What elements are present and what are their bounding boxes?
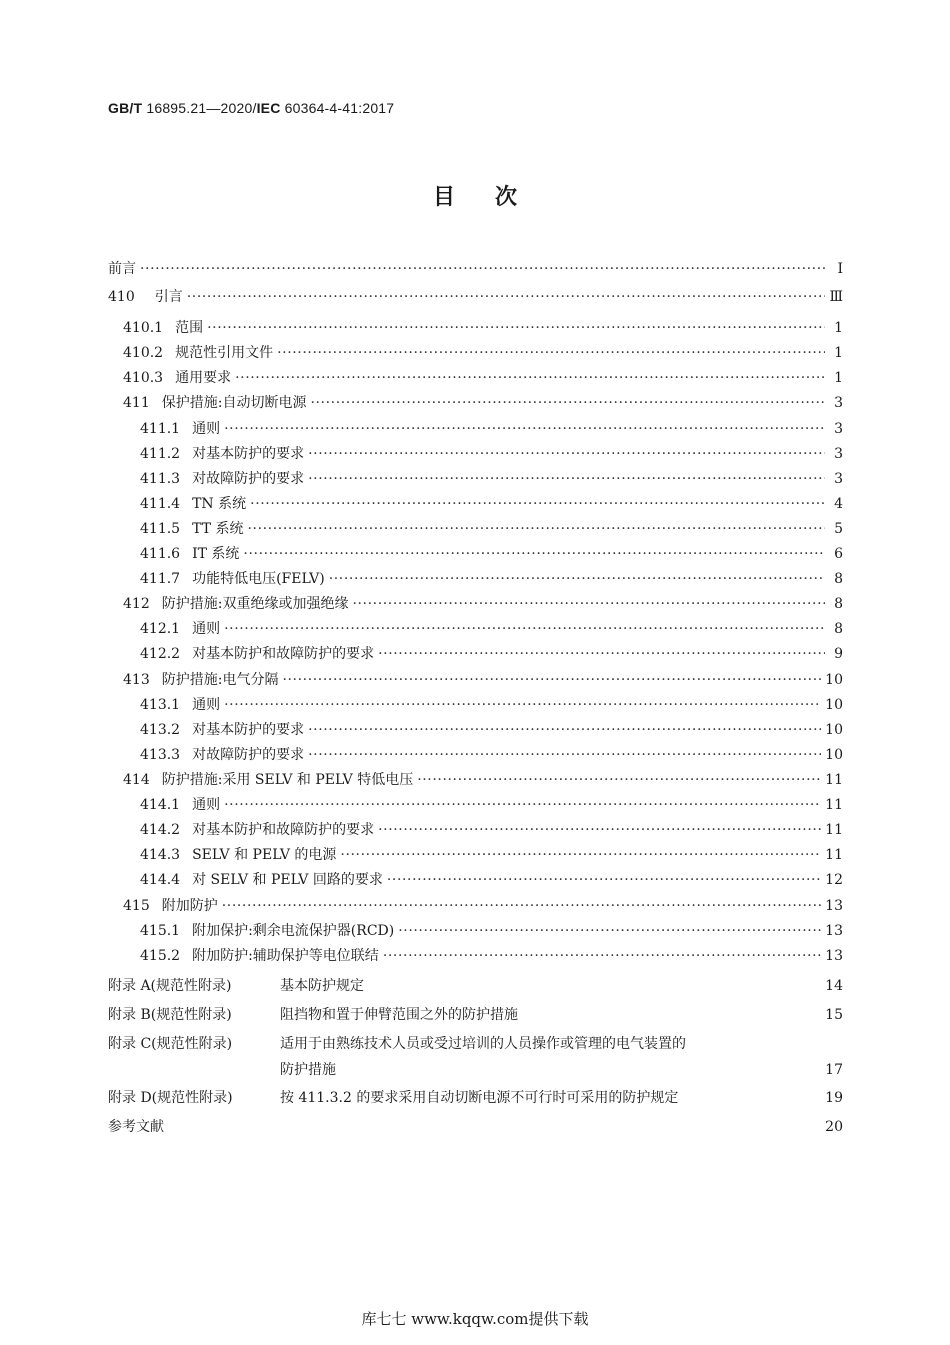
- toc-entry-label: IT 系统: [192, 546, 240, 562]
- toc-entry-page: 8: [834, 621, 843, 637]
- toc-entry[interactable]: [108, 342, 843, 362]
- toc-entry-label: 防护措施:双重绝缘或加强绝缘: [161, 596, 349, 612]
- iec-number: 60364-4-41:2017: [284, 100, 395, 116]
- toc-entry-label: 防护措施:电气分隔: [161, 672, 279, 688]
- toc-entry[interactable]: [108, 669, 843, 689]
- dot-leader: [352, 596, 825, 612]
- toc-entry[interactable]: [108, 258, 843, 278]
- footer-watermark: 库七七 www.kqqw.com提供下载: [361, 1310, 589, 1328]
- toc-entry-references[interactable]: [108, 1116, 843, 1136]
- toc-entry-label: 通则: [192, 797, 221, 813]
- toc-entry-number: 412.2: [140, 646, 181, 662]
- toc-entry-page: 1: [834, 345, 843, 361]
- toc-entry[interactable]: [108, 518, 843, 538]
- toc-entry-number: 414.1: [140, 797, 181, 813]
- toc-entry[interactable]: [108, 593, 843, 613]
- toc-entry[interactable]: [108, 844, 843, 864]
- toc-entry-number: 411.5: [140, 521, 181, 537]
- toc-entry-page: 5: [834, 521, 843, 537]
- toc-entry-number: 415.1: [140, 923, 181, 939]
- toc-entry-number: 411.7: [140, 571, 181, 587]
- toc-entry-label: 对基本防护的要求: [192, 446, 305, 462]
- annex-label: 防护措施: [280, 1062, 336, 1078]
- annex-prefix: 附录 C(规范性附录): [108, 1036, 233, 1052]
- dot-leader: [308, 446, 825, 462]
- toc-entry-page: 10: [825, 747, 843, 763]
- toc-entry-page: 13: [825, 923, 843, 939]
- toc-entry-page: 11: [825, 822, 843, 838]
- toc-entry-number: 413: [123, 672, 150, 688]
- toc-annex-entry-continuation[interactable]: [108, 1059, 843, 1079]
- toc-entry[interactable]: [108, 895, 843, 915]
- toc-entry-page: 10: [825, 722, 843, 738]
- toc-annex-entry[interactable]: [108, 1033, 843, 1053]
- toc-entry-number: 413.2: [140, 722, 181, 738]
- toc-entry-page: Ⅲ: [829, 289, 843, 305]
- dot-leader: [310, 395, 825, 411]
- dot-leader: [383, 948, 821, 964]
- toc-entry-label: 附加防护: [161, 898, 218, 914]
- toc-entry-number: 414.2: [140, 822, 181, 838]
- toc-annex-entry[interactable]: [108, 1004, 843, 1024]
- toc-entry-number: 412: [123, 596, 150, 612]
- toc-entry-page: 20: [825, 1119, 843, 1135]
- dot-leader: [308, 471, 825, 487]
- toc-entry-page: 12: [825, 872, 843, 888]
- toc-entry[interactable]: [108, 468, 843, 488]
- dot-leader: [398, 923, 821, 939]
- toc-entry-label: 对基本防护和故障防护的要求: [192, 822, 375, 838]
- toc-entry-label: 保护措施:自动切断电源: [161, 395, 307, 411]
- toc-entry-number: 414: [123, 772, 150, 788]
- dot-leader: [308, 747, 821, 763]
- dot-leader: [224, 621, 825, 637]
- toc-entry-page: 3: [834, 421, 843, 437]
- dot-leader: [282, 672, 821, 688]
- dot-leader: [222, 898, 821, 914]
- toc-entry[interactable]: [108, 719, 843, 739]
- toc-entry-page: 11: [825, 847, 843, 863]
- toc-entry-page: 19: [825, 1090, 843, 1106]
- toc-entry-page: 13: [825, 948, 843, 964]
- toc-entry-page: 17: [825, 1062, 843, 1078]
- toc-entry-label: 引言: [154, 289, 183, 305]
- toc-entry-page: Ⅰ: [837, 261, 843, 277]
- dot-leader: [277, 345, 825, 361]
- toc-entry[interactable]: [108, 543, 843, 563]
- toc-entry-label: 对故障防护的要求: [192, 747, 305, 763]
- dot-leader: [250, 496, 825, 512]
- toc-annex-entry[interactable]: [108, 975, 843, 995]
- toc-entry[interactable]: [108, 443, 843, 463]
- toc-entry-label: 对 SELV 和 PELV 回路的要求: [192, 872, 383, 888]
- toc-entry-label: TT 系统: [192, 521, 244, 537]
- toc-entry-label: 附加防护:辅助保护等电位联结: [192, 948, 379, 964]
- toc-entry-page: 4: [834, 496, 843, 512]
- toc-entry-page: 13: [825, 898, 843, 914]
- toc-entry[interactable]: [108, 392, 843, 412]
- toc-entry-page: 3: [834, 471, 843, 487]
- toc-entry[interactable]: [108, 694, 843, 714]
- dot-leader: [378, 646, 825, 662]
- toc-entry-label: 附加保护:剩余电流保护器(RCD): [192, 923, 395, 939]
- annex-label: 适用于由熟练技术人员或受过培训的人员操作或管理的电气装置的: [280, 1036, 686, 1052]
- toc-entry[interactable]: [108, 568, 843, 588]
- dot-leader: [340, 847, 821, 863]
- dot-leader: [247, 521, 825, 537]
- dot-leader: [417, 772, 821, 788]
- toc-entry-number: 414.4: [140, 872, 181, 888]
- dot-leader: [235, 370, 825, 386]
- toc-entry-label: 对故障防护的要求: [192, 471, 305, 487]
- toc-entry-label: 通则: [192, 621, 221, 637]
- dot-leader: [224, 797, 821, 813]
- toc-entry-label: 通用要求: [175, 370, 232, 386]
- dot-leader: [207, 320, 825, 336]
- toc-entry[interactable]: [108, 286, 843, 306]
- toc-entry-label: 对基本防护和故障防护的要求: [192, 646, 375, 662]
- toc-entry[interactable]: [108, 769, 843, 789]
- toc-entry-page: 6: [834, 546, 843, 562]
- dot-leader: [224, 421, 825, 437]
- toc-entry-number: 413.3: [140, 747, 181, 763]
- toc-entry-number: 414.3: [140, 847, 181, 863]
- toc-entry-page: 8: [834, 571, 843, 587]
- toc-entry-number: 410.1: [123, 320, 164, 336]
- toc-entry-page: 8: [834, 596, 843, 612]
- toc-entry-page: 11: [825, 772, 843, 788]
- toc-entry[interactable]: [108, 794, 843, 814]
- toc-entry[interactable]: [108, 493, 843, 513]
- toc-entry[interactable]: [108, 418, 843, 438]
- toc-entry[interactable]: [108, 367, 843, 387]
- annex-label: 按 411.3.2 的要求采用自动切断电源不可行时可采用的防护规定: [280, 1090, 679, 1106]
- dot-leader: [378, 822, 821, 838]
- std-prefix: GB/T: [108, 100, 143, 116]
- toc-entry-label: 通则: [192, 697, 221, 713]
- toc-entry-number: 411.2: [140, 446, 181, 462]
- toc-entry-page: 1: [834, 320, 843, 336]
- dot-leader: [308, 722, 821, 738]
- annex-label: 参考文献: [108, 1119, 164, 1135]
- standard-header: [108, 100, 394, 116]
- toc-entry-page: 10: [825, 672, 843, 688]
- toc-entry-label: 前言: [108, 261, 136, 277]
- toc-entry-label: 范围: [175, 320, 204, 336]
- toc-entry-number: 411.1: [140, 421, 181, 437]
- toc-entry-label: 规范性引用文件: [175, 345, 274, 361]
- page-title: 目次: [432, 185, 557, 210]
- toc-entry[interactable]: [108, 869, 843, 889]
- toc-entry-label: 功能特低电压(FELV): [192, 571, 325, 587]
- toc-entry-number: 411.4: [140, 496, 181, 512]
- toc-entry-page: 3: [834, 446, 843, 462]
- toc-entry-number: 413.1: [140, 697, 181, 713]
- toc-entry-page: 1: [834, 370, 843, 386]
- dot-leader: [387, 872, 821, 888]
- toc-entry[interactable]: [108, 317, 843, 337]
- dot-leader: [187, 289, 825, 305]
- toc-entry[interactable]: [108, 819, 843, 839]
- annex-prefix: 附录 A(规范性附录): [108, 978, 232, 994]
- iec-prefix: IEC: [256, 100, 281, 116]
- std-number: 16895.21—2020/: [146, 100, 257, 116]
- toc-entry-label: SELV 和 PELV 的电源: [192, 847, 337, 863]
- toc-annex-entry[interactable]: [108, 1087, 843, 1107]
- toc-entry-number: 415: [123, 898, 150, 914]
- toc-entry-number: 411.6: [140, 546, 181, 562]
- annex-label: 基本防护规定: [280, 978, 364, 994]
- toc-entry-number: 411.3: [140, 471, 181, 487]
- toc-entry-page: 11: [825, 797, 843, 813]
- toc-entry[interactable]: [108, 744, 843, 764]
- toc-entry-label: 通则: [192, 421, 221, 437]
- toc-entry[interactable]: [108, 618, 843, 638]
- toc-entry-number: 410.3: [123, 370, 164, 386]
- toc-entry-page: 9: [834, 646, 843, 662]
- dot-leader: [243, 546, 825, 562]
- toc-entry[interactable]: [108, 643, 843, 663]
- annex-label: 阻挡物和置于伸臂范围之外的防护措施: [280, 1007, 518, 1023]
- toc-entry-page: 3: [834, 395, 843, 411]
- annex-prefix: 附录 B(规范性附录): [108, 1007, 232, 1023]
- dot-leader: [329, 571, 825, 587]
- annex-prefix: 附录 D(规范性附录): [108, 1090, 233, 1106]
- toc-entry-page: 14: [825, 978, 843, 994]
- toc-entry-label: 对基本防护的要求: [192, 722, 305, 738]
- toc-entry-label: TN 系统: [192, 496, 247, 512]
- toc-entry-number: 415.2: [140, 948, 181, 964]
- toc-entry[interactable]: [108, 945, 843, 965]
- dot-leader: [224, 697, 821, 713]
- dot-leader: [140, 261, 825, 277]
- toc-entry-page: 10: [825, 697, 843, 713]
- toc-entry-number: 410: [108, 289, 135, 305]
- toc-entry-label: 防护措施:采用 SELV 和 PELV 特低电压: [161, 772, 414, 788]
- toc-entry-number: 412.1: [140, 621, 181, 637]
- toc-entry[interactable]: [108, 920, 843, 940]
- toc-entry-number: 410.2: [123, 345, 164, 361]
- toc-entry-page: 15: [825, 1007, 843, 1023]
- toc-entry-number: 411: [123, 395, 150, 411]
